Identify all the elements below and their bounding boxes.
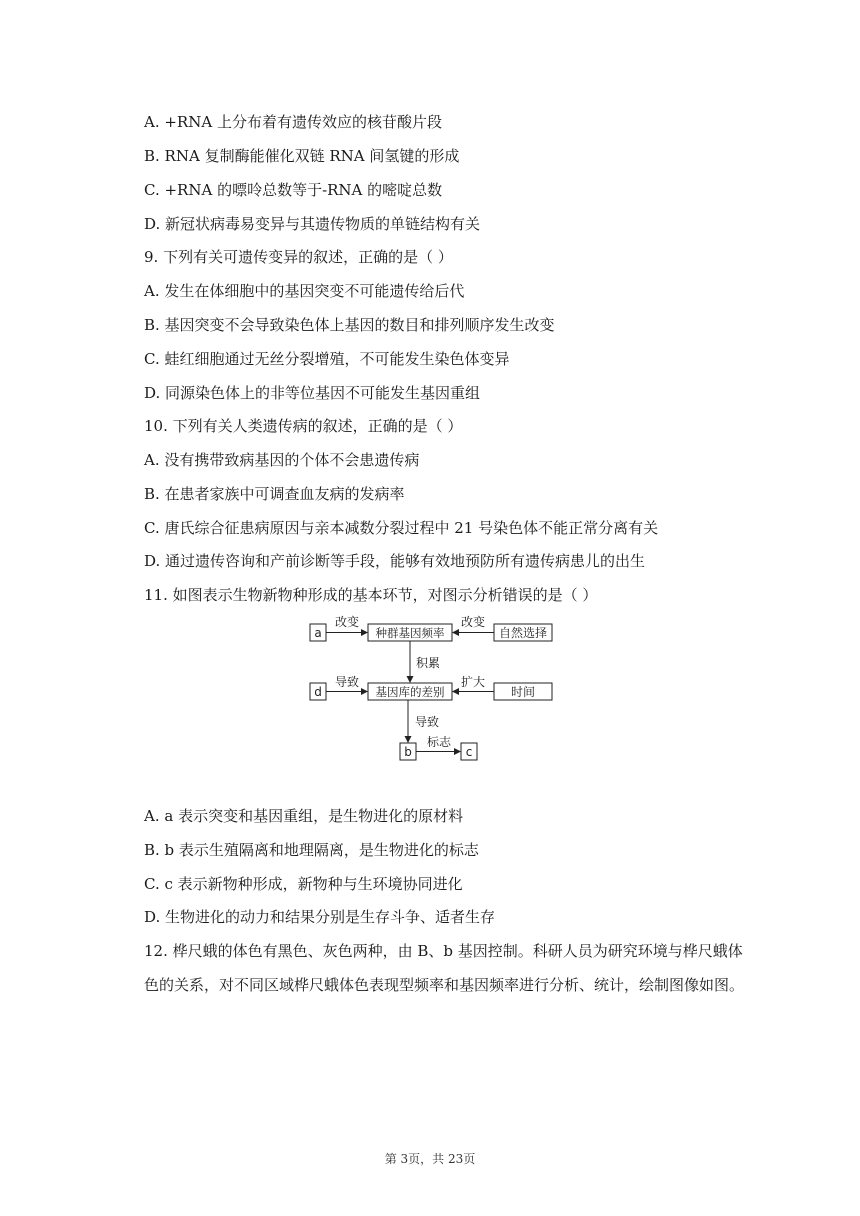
label-natural-selection: 自然选择	[498, 626, 548, 640]
q9-option-a: A. 发生在体细胞中的基因突变不可能遗传给后代	[144, 282, 465, 300]
q8-option-c: C. +RNA 的嘌呤总数等于-RNA 的嘧啶总数	[144, 181, 443, 199]
q12-stem-line1: 12. 桦尺蛾的体色有黑色、灰色两种，由 B、b 基因控制。科研人员为研究环境与桦尺蛾体	[144, 942, 743, 960]
label-c: c	[465, 745, 473, 759]
label-gene-pool: 基因库的差别	[375, 685, 445, 699]
q10-option-b: B. 在患者家族中可调查血友病的发病率	[144, 485, 405, 503]
label-cause-left: 导致	[334, 675, 360, 689]
q10-stem: 10. 下列有关人类遗传病的叙述，正确的是（ ）	[144, 417, 463, 435]
q11-stem: 11. 如图表示生物新物种形成的基本环节，对图示分析错误的是（ ）	[144, 586, 598, 604]
q10-option-d: D. 通过遗传咨询和产前诊断等手段，能够有效地预防所有遗传病患儿的出生	[144, 552, 646, 570]
label-b: b	[404, 745, 412, 759]
label-time: 时间	[510, 685, 536, 699]
q8-option-b: B. RNA 复制酶能催化双链 RNA 间氢键的形成	[144, 147, 460, 165]
label-cause-down: 导致	[414, 715, 440, 729]
q10-option-c: C. 唐氏综合征患病原因与亲本减数分裂过程中 21 号染色体不能正常分离有关	[144, 519, 659, 537]
q9-stem: 9. 下列有关可遗传变异的叙述，正确的是（ ）	[144, 248, 453, 266]
page-footer: 第 3页，共 23页	[384, 1152, 476, 1166]
label-a: a	[314, 626, 322, 640]
q8-option-d: D. 新冠状病毒易变异与其遗传物质的单链结构有关	[144, 215, 481, 233]
label-change-left: 改变	[334, 615, 360, 629]
q12-stem-line2: 色的关系，对不同区域桦尺蛾体色表现型频率和基因频率进行分析、统计，绘制图像如图。	[144, 976, 745, 994]
q11-option-d: D. 生物进化的动力和结果分别是生存斗争、适者生存	[144, 908, 496, 926]
label-expand: 扩大	[460, 675, 486, 689]
q9-option-c: C. 蛙红细胞通过无丝分裂增殖，不可能发生染色体变异	[144, 350, 510, 368]
speciation-diagram	[300, 612, 560, 764]
q11-option-a: A. a 表示突变和基因重组，是生物进化的原材料	[144, 807, 464, 825]
label-d: d	[314, 685, 322, 699]
q9-option-d: D. 同源染色体上的非等位基因不可能发生基因重组	[144, 384, 481, 402]
label-change-right: 改变	[460, 615, 486, 629]
q8-option-a: A. +RNA 上分布着有遗传效应的核苷酸片段	[144, 113, 442, 131]
label-marker: 标志	[426, 735, 452, 749]
label-gene-frequency: 种群基因频率	[375, 626, 445, 640]
q9-option-b: B. 基因突变不会导致染色体上基因的数目和排列顺序发生改变	[144, 316, 555, 334]
label-accumulate: 积累	[415, 656, 441, 670]
q11-option-c: C. c 表示新物种形成，新物种与生环境协同进化	[144, 875, 463, 893]
q11-option-b: B. b 表示生殖隔离和地理隔离，是生物进化的标志	[144, 841, 479, 859]
q10-option-a: A. 没有携带致病基因的个体不会患遗传病	[144, 451, 420, 469]
